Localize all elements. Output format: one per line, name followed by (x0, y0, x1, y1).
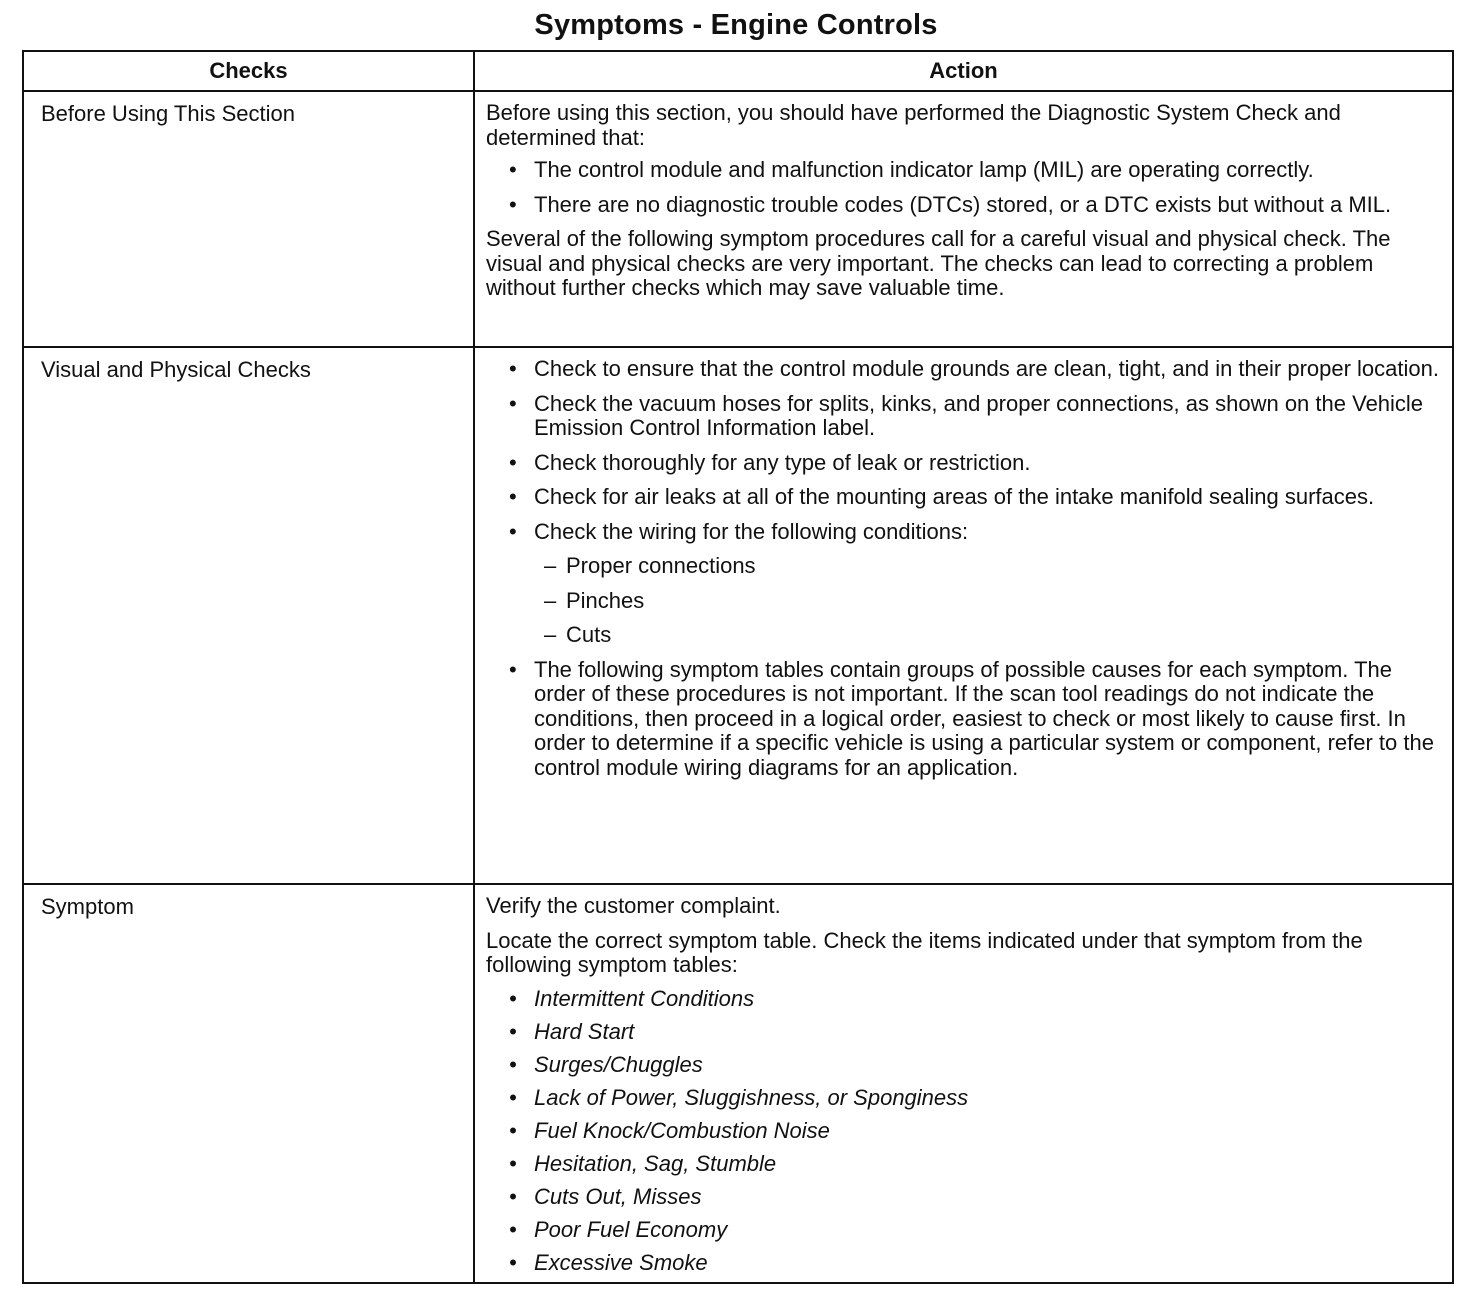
symptom-table-item: • Fuel Knock/Combustion Noise (534, 1118, 1440, 1144)
list-item: • The control module and malfunction indicator lamp (MIL) are operating correctly. (534, 158, 1440, 183)
locate-text: Locate the correct symptom table. Check the items indicated under that symptom from the following symptom tables: (486, 927, 1363, 977)
wiring-condition: – Pinches (566, 589, 1440, 614)
wiring-check-label: Check the wiring for the following conditions: (534, 518, 969, 544)
action-cell (474, 347, 1453, 884)
symptoms-table (22, 50, 1454, 1284)
symptom-tables-list (486, 986, 1440, 1276)
symptom-table-item: • Surges/Chuggles (534, 1052, 1440, 1078)
symptom-table-item: • Poor Fuel Economy (534, 1217, 1440, 1243)
symptom-table-item: • Lack of Power, Sluggishness, or Sponginess (534, 1085, 1440, 1111)
list-item: • Check for air leaks at all of the mounting areas of the intake manifold sealing surfaces. (534, 485, 1440, 510)
list-item: • Check the vacuum hoses for splits, kinks, and proper connections, as shown on the Vehicle Emission Control Information label. (534, 392, 1440, 441)
check-cell (23, 884, 474, 1283)
column-header-checks: Checks (23, 51, 474, 91)
wiring-check-item (534, 520, 1440, 648)
symptom-table-item: • Intermittent Conditions (534, 986, 1440, 1012)
action-cell (474, 884, 1453, 1283)
list-item: • Check thoroughly for any type of leak or restriction. (534, 451, 1440, 476)
action-bullet-list (486, 357, 1440, 780)
symptom-table-item: • Hard Start (534, 1019, 1440, 1045)
wiring-condition: – Proper connections (566, 554, 1440, 579)
action-cell (474, 91, 1453, 347)
action-bullet-list (486, 158, 1440, 217)
list-item: • There are no diagnostic trouble codes (DTCs) stored, or a DTC exists but without a MIL. (534, 193, 1440, 218)
check-cell (23, 347, 474, 884)
check-label: Visual and Physical Checks (41, 357, 311, 382)
check-label: Before Using This Section (41, 101, 295, 126)
list-item: • Check to ensure that the control module grounds are clean, tight, and in their proper location. (534, 357, 1440, 382)
check-label: Symptom (41, 894, 134, 919)
action-intro: Before using this section, you should have performed the Diagnostic System Check and determined that: (486, 100, 1341, 150)
table-header-row (23, 51, 1453, 91)
wiring-condition: – Cuts (566, 623, 1440, 648)
symptom-table-item: • Excessive Smoke (534, 1250, 1440, 1276)
symptom-table-item: • Hesitation, Sag, Stumble (534, 1151, 1440, 1177)
column-header-action: Action (474, 51, 1453, 91)
action-closing: Several of the following symptom procedures call for a careful visual and physical check. The visual and physical checks are very important. The checks can lead to correcting a problem without further checks which may save valuable time. (486, 226, 1391, 300)
list-item: • The following symptom tables contain groups of possible causes for each symptom. The order of these procedures is not important. If the scan tool readings do not indicate the conditions, then proceed in a logical order, easiest to check or most likely to cause first. In order to determine if a specific vehicle is using a particular system or component, refer to the control module wiring diagrams for an application. (534, 658, 1440, 781)
table-row (23, 884, 1453, 1283)
table-row (23, 91, 1453, 347)
table-row (23, 347, 1453, 884)
verify-text: Verify the customer complaint. (486, 893, 781, 918)
page-title: Symptoms - Engine Controls (534, 9, 938, 41)
wiring-conditions-list (534, 554, 1440, 648)
check-cell (23, 91, 474, 347)
symptom-table-item: • Cuts Out, Misses (534, 1184, 1440, 1210)
